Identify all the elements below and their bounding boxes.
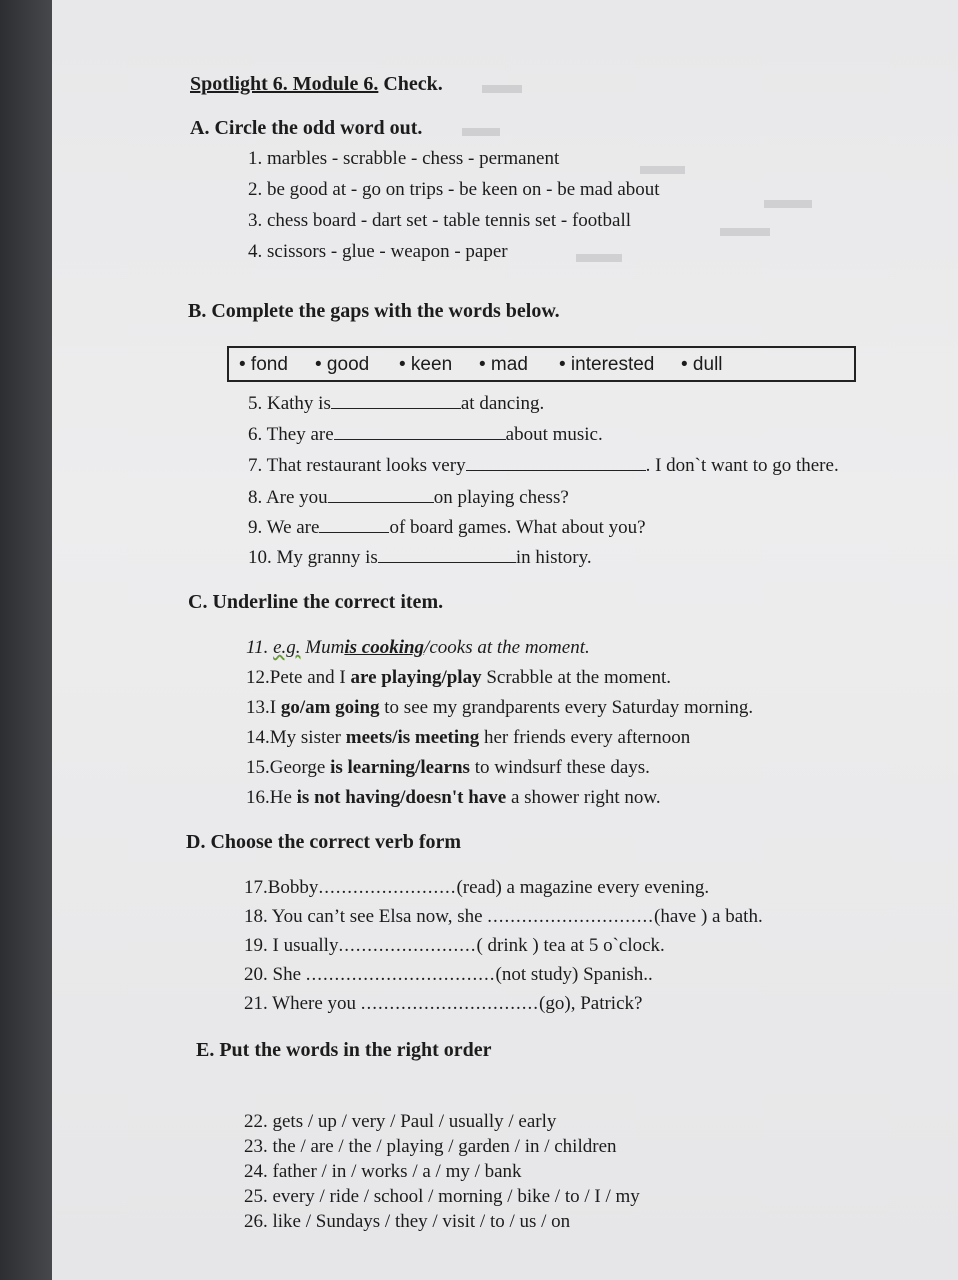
answer-blank[interactable] (466, 454, 646, 471)
answer-blank[interactable] (378, 546, 516, 563)
section-d-heading: D. Choose the correct verb form (186, 831, 462, 853)
order-item: 22. gets / up / very / Paul / usually / early (244, 1111, 557, 1132)
smudge (482, 85, 522, 93)
word-bank-item: • dull (681, 354, 723, 375)
answer-blank[interactable] (331, 392, 461, 409)
list-item: 2. be good at - go on trips - be keen on - be mad about (248, 179, 660, 200)
gap-item: 8. Are you on playing chess? (248, 487, 569, 508)
choice-item: 14.My sister meets/is meeting her friends every afternoon (246, 727, 691, 748)
answer-blank[interactable] (334, 423, 506, 440)
smudge (720, 228, 770, 236)
verb-item: 17.Bobby........................(read) a magazine every evening. (244, 877, 710, 898)
verb-item: 18. You can’t see Elsa now, she .............................(have ) a bath. (244, 906, 763, 927)
section-c-heading: C. Underline the correct item. (188, 591, 444, 613)
monitor-bezel (0, 0, 60, 1280)
choice-item: 16.He is not having/doesn't have a shower right now. (246, 787, 661, 808)
word-bank-item: • fond (239, 354, 288, 375)
list-item: 1. marbles - scrabble - chess - permanent (248, 148, 560, 169)
order-item: 26. like / Sundays / they / visit / to / us / on (244, 1211, 571, 1232)
section-e-heading: E. Put the words in the right order (196, 1039, 492, 1061)
smudge (764, 200, 812, 208)
gap-item: 7. That restaurant looks very . I don`t want to go there. (248, 455, 839, 476)
word-bank (227, 346, 856, 382)
choice-item: 13.I go/am going to see my grandparents every Saturday morning. (246, 697, 754, 718)
verb-item: 21. Where you ...............................(go), Patrick? (244, 993, 643, 1014)
list-item: 3. chess board - dart set - table tennis set - football (248, 210, 632, 231)
section-a-heading: A. Circle the odd word out. (190, 117, 423, 139)
order-item: 24. father / in / works / a / my / bank (244, 1161, 522, 1182)
word-bank-item: • mad (479, 354, 528, 375)
verb-item: 20. She .................................(not study) Spanish.. (244, 964, 653, 985)
choice-item: 15.George is learning/learns to windsurf these days. (246, 757, 650, 778)
word-bank-item: • good (315, 354, 370, 375)
order-item: 25. every / ride / school / morning / bike / to / I / my (244, 1186, 640, 1207)
smudge (640, 166, 685, 174)
example-item: 11. e.g. Mumis cooking/cooks at the moment. (246, 637, 590, 658)
answer-blank[interactable] (328, 486, 434, 503)
word-bank-item: • interested (559, 354, 655, 375)
gap-item: 9. We are of board games. What about you? (248, 517, 646, 538)
order-item: 23. the / are / the / playing / garden / in / children (244, 1136, 617, 1157)
verb-item: 19. I usually........................( drink ) tea at 5 o`clock. (244, 935, 665, 956)
word-bank-item: • keen (399, 354, 453, 375)
list-item: 4. scissors - glue - weapon - paper (248, 241, 508, 262)
smudge (576, 254, 622, 262)
gap-item: 10. My granny is in history. (248, 547, 592, 568)
section-b-heading: B. Complete the gaps with the words below. (188, 300, 560, 322)
page-title: Spotlight 6. Module 6. Check. (190, 73, 443, 95)
choice-item: 12.Pete and I are playing/play Scrabble at the moment. (246, 667, 671, 688)
answer-blank[interactable] (319, 516, 389, 533)
gap-item: 5. Kathy is at dancing. (248, 393, 545, 414)
gap-item: 6. They are about music. (248, 424, 603, 445)
smudge (462, 128, 500, 136)
